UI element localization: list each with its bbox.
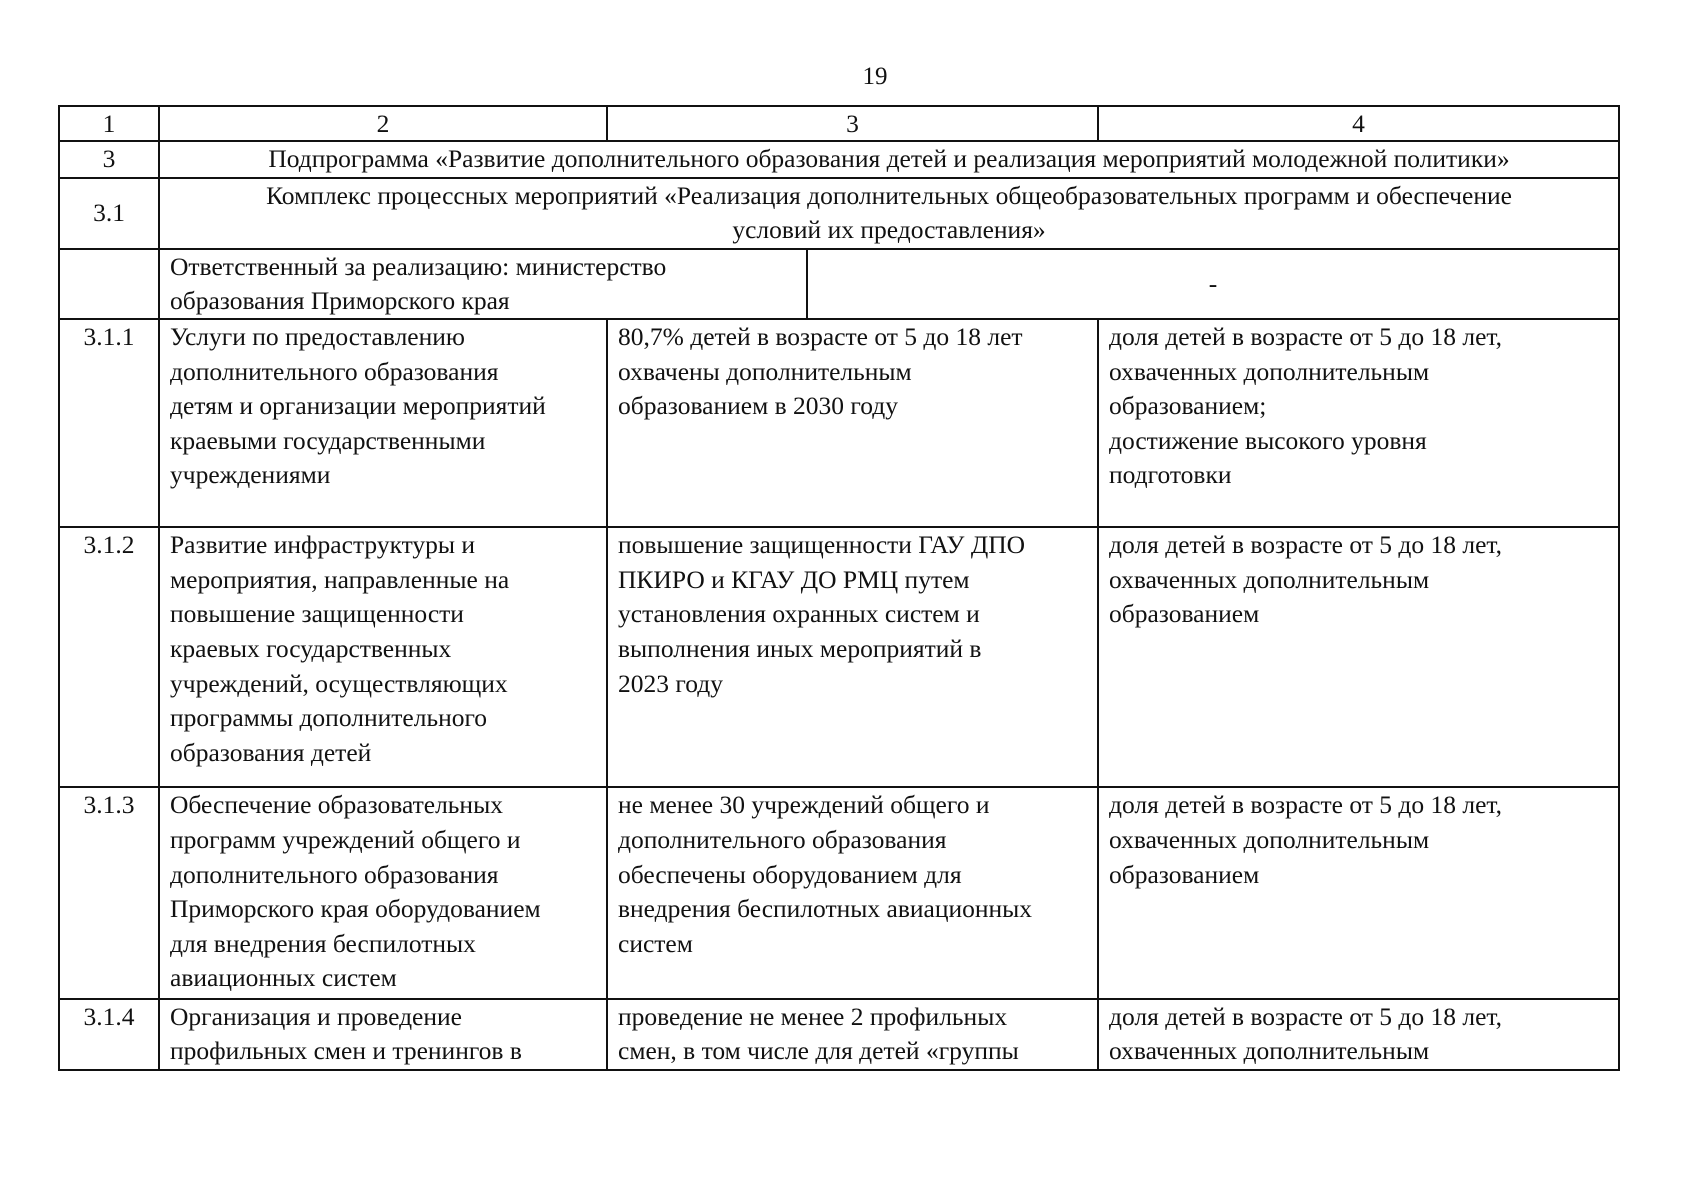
- result-cell: [607, 319, 1098, 527]
- row-number: 3.1.3: [59, 787, 159, 998]
- result-text: проведение не менее 2 профильных смен, в том числе для детей «группы: [618, 1001, 1019, 1066]
- responsible-label-cell: [159, 249, 807, 319]
- indicator-text: доля детей в возрасте от 5 до 18 лет, охваченных дополнительным образованием: [1109, 790, 1502, 889]
- task-text: Развитие инфраструктуры и мероприятия, направленные на повышение защищенности краевых государственных учреждений, осуществляющих программы дополнительного образования детей: [170, 530, 510, 767]
- indicator-text: доля детей в возрасте от 5 до 18 лет, охваченных дополнительным образованием: [1109, 530, 1502, 629]
- indicator-text: доля детей в возрасте от 5 до 18 лет, охваченных дополнительным образованием; достижение высокого уровня подготовки: [1109, 321, 1502, 490]
- result-text: повышение защищенности ГАУ ДПО ПКИРО и КГАУ ДО РМЦ путем установления охранных систем и выполнения иных мероприятий в 2023 году: [618, 530, 1026, 698]
- responsible-row: [59, 249, 1619, 319]
- indicator-text: доля детей в возрасте от 5 до 18 лет, охваченных дополнительным: [1109, 1001, 1502, 1066]
- indicator-cell: [1098, 999, 1619, 1070]
- measures-table: [58, 105, 1620, 1071]
- table-row: [59, 999, 1619, 1070]
- responsible-label: Ответственный за реализацию: министерство образования Приморского края: [170, 251, 667, 315]
- indicator-cell: [1098, 787, 1619, 998]
- task-text: Обеспечение образовательных программ учреждений общего и дополнительного образования Приморского края оборудованием для внедрения беспилотных авиационных систем: [170, 790, 541, 993]
- table-row: [59, 527, 1619, 787]
- responsible-number-cell: [59, 249, 159, 319]
- result-cell: [607, 787, 1098, 998]
- result-cell: [607, 999, 1098, 1070]
- page-number: 19: [862, 63, 888, 90]
- task-cell: [159, 319, 607, 527]
- indicator-cell: [1098, 527, 1619, 787]
- complex-number: 3.1: [59, 178, 159, 249]
- column-header-3: 3: [607, 106, 1098, 141]
- subprogram-title: Подпрограмма «Развитие дополнительного образования детей и реализация мероприятий молодежной политики»: [159, 141, 1619, 178]
- table-row: [59, 787, 1619, 998]
- column-header-2: 2: [159, 106, 607, 141]
- complex-title-cell: [159, 178, 1619, 249]
- task-cell: [159, 527, 607, 787]
- column-header-4: 4: [1098, 106, 1619, 141]
- task-cell: [159, 787, 607, 998]
- subprogram-number: 3: [59, 141, 159, 178]
- subprogram-row: [59, 141, 1619, 178]
- task-text: Услуги по предоставлению дополнительного образования детям и организации мероприятий краевыми государственными учреждениями: [170, 321, 546, 490]
- column-number-row: [59, 106, 1619, 141]
- row-number: 3.1.2: [59, 527, 159, 787]
- result-text: 80,7% детей в возрасте от 5 до 18 лет охвачены дополнительным образованием в 2030 году: [618, 321, 1023, 421]
- result-cell: [607, 527, 1098, 787]
- task-text: Организация и проведение профильных смен и тренингов в: [170, 1001, 522, 1066]
- table-row: [59, 319, 1619, 527]
- complex-row: [59, 178, 1619, 249]
- indicator-cell: [1098, 319, 1619, 527]
- responsible-value: -: [807, 249, 1619, 319]
- task-cell: [159, 999, 607, 1070]
- row-number: 3.1.1: [59, 319, 159, 527]
- result-text: не менее 30 учреждений общего и дополнительного образования обеспечены оборудованием для внедрения беспилотных авиационных систем: [618, 790, 1033, 958]
- row-number: 3.1.4: [59, 999, 159, 1070]
- column-header-1: 1: [59, 106, 159, 141]
- complex-title: Комплекс процессных мероприятий «Реализация дополнительных общеобразовательных программ и обеспечение условий их предоставления»: [266, 180, 1512, 245]
